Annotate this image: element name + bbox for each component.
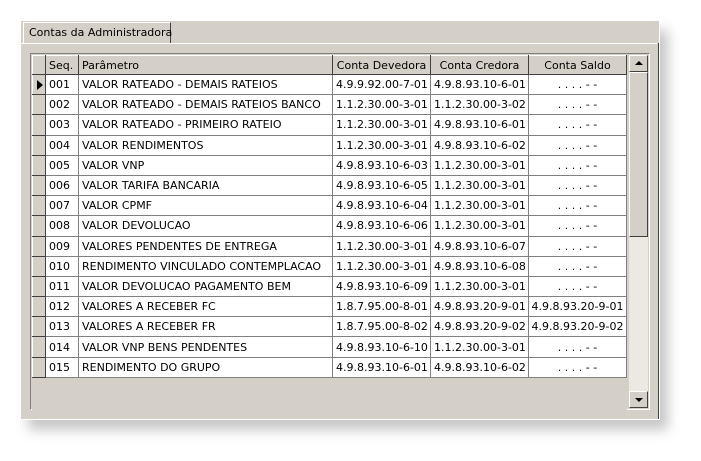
cell-seq[interactable]: 012 <box>46 297 79 317</box>
cell-parametro[interactable]: VALORES A RECEBER FC <box>79 297 333 317</box>
arrow-up-icon <box>635 61 643 65</box>
table-row[interactable] <box>33 175 627 195</box>
row-indicator[interactable] <box>33 196 46 216</box>
grid-panel <box>30 53 650 410</box>
cell-conta-devedora[interactable]: 4.9.8.93.10-6-05 <box>333 175 431 195</box>
header-row <box>33 56 627 75</box>
tab-border <box>21 43 657 44</box>
indicator-header <box>33 56 46 75</box>
cell-conta-devedora[interactable]: 1.1.2.30.00-3-01 <box>333 135 431 155</box>
header-conta-saldo[interactable]: Conta Saldo <box>529 56 627 75</box>
cell-parametro[interactable]: VALOR VNP <box>79 155 333 175</box>
cell-conta-saldo[interactable]: 4.9.8.93.20-9-02 <box>529 317 627 337</box>
cell-conta-saldo[interactable]: . . . . - - <box>529 115 627 135</box>
table-row[interactable] <box>33 236 627 256</box>
cell-conta-credora[interactable]: 4.9.8.93.10-6-07 <box>431 236 529 256</box>
cell-conta-devedora[interactable]: 1.1.2.30.00-3-01 <box>333 95 431 115</box>
cell-seq[interactable]: 013 <box>46 317 79 337</box>
cell-conta-saldo[interactable]: . . . . - - <box>529 196 627 216</box>
table-row[interactable] <box>33 75 627 95</box>
cell-conta-devedora[interactable]: 1.1.2.30.00-3-01 <box>333 236 431 256</box>
cell-conta-saldo[interactable]: . . . . - - <box>529 175 627 195</box>
cell-parametro[interactable]: VALORES PENDENTES DE ENTREGA <box>79 236 333 256</box>
cell-parametro[interactable]: VALOR VNP BENS PENDENTES <box>79 337 333 357</box>
dialog-window <box>20 20 660 420</box>
cell-seq[interactable]: 014 <box>46 337 79 357</box>
cell-parametro[interactable]: VALOR RATEADO - DEMAIS RATEIOS <box>79 75 333 95</box>
header-parametro[interactable]: Parâmetro <box>79 56 333 75</box>
scroll-down-button[interactable] <box>629 391 648 408</box>
cell-parametro[interactable]: VALORES A RECEBER FR <box>79 317 333 337</box>
cell-conta-saldo[interactable]: 4.9.8.93.20-9-01 <box>529 297 627 317</box>
row-indicator[interactable] <box>33 216 46 236</box>
table-row[interactable] <box>33 155 627 175</box>
row-indicator[interactable] <box>33 337 46 357</box>
table-row[interactable] <box>33 337 627 357</box>
row-indicator[interactable] <box>33 155 46 175</box>
cell-parametro[interactable]: VALOR RATEADO - PRIMEIRO RATEIO <box>79 115 333 135</box>
table-row[interactable] <box>33 276 627 296</box>
cell-conta-credora[interactable]: 1.1.2.30.00-3-01 <box>431 216 529 236</box>
cell-parametro[interactable]: VALOR DEVOLUCAO PAGAMENTO BEM <box>79 276 333 296</box>
cell-conta-devedora[interactable]: 4.9.8.93.10-6-06 <box>333 216 431 236</box>
cell-conta-credora[interactable]: 1.1.2.30.00-3-01 <box>431 276 529 296</box>
cell-conta-credora[interactable]: 4.9.8.93.20-9-01 <box>431 297 529 317</box>
cell-conta-devedora[interactable]: 4.9.8.93.10-6-03 <box>333 155 431 175</box>
cell-conta-credora[interactable]: 4.9.8.93.10-6-02 <box>431 135 529 155</box>
cell-conta-saldo[interactable]: . . . . - - <box>529 95 627 115</box>
current-row-arrow-icon <box>37 80 43 90</box>
accounts-table <box>32 55 627 378</box>
cell-seq[interactable]: 007 <box>46 196 79 216</box>
cell-conta-credora[interactable]: 1.1.2.30.00-3-01 <box>431 196 529 216</box>
scroll-up-button[interactable] <box>629 55 648 72</box>
scroll-thumb[interactable] <box>629 72 648 237</box>
cell-conta-credora[interactable]: 1.1.2.30.00-3-02 <box>431 95 529 115</box>
cell-conta-credora[interactable]: 1.1.2.30.00-3-01 <box>431 155 529 175</box>
cell-parametro[interactable]: VALOR RATEADO - DEMAIS RATEIOS BANCO <box>79 95 333 115</box>
table-row[interactable] <box>33 297 627 317</box>
cell-conta-saldo[interactable]: . . . . - - <box>529 155 627 175</box>
cell-seq[interactable]: 010 <box>46 256 79 276</box>
cell-conta-devedora[interactable]: 1.1.2.30.00-3-01 <box>333 256 431 276</box>
table-row[interactable] <box>33 256 627 276</box>
cell-seq[interactable]: 008 <box>46 216 79 236</box>
cell-seq[interactable]: 002 <box>46 95 79 115</box>
tab-border-right <box>658 43 659 419</box>
cell-seq[interactable]: 004 <box>46 135 79 155</box>
cell-conta-saldo[interactable]: . . . . - - <box>529 337 627 357</box>
row-indicator[interactable] <box>33 236 46 256</box>
row-indicator[interactable] <box>33 95 46 115</box>
row-indicator[interactable] <box>33 256 46 276</box>
cell-conta-devedora[interactable]: 4.9.8.93.10-6-10 <box>333 337 431 357</box>
cell-conta-credora[interactable]: 1.1.2.30.00-3-01 <box>431 337 529 357</box>
row-indicator[interactable] <box>33 357 46 377</box>
cell-conta-credora[interactable]: 4.9.8.93.20-9-02 <box>431 317 529 337</box>
accounts-grid <box>32 55 627 410</box>
cell-seq[interactable]: 011 <box>46 276 79 296</box>
cell-conta-saldo[interactable]: . . . . - - <box>529 357 627 377</box>
row-indicator[interactable] <box>33 175 46 195</box>
cell-conta-devedora[interactable]: 1.8.7.95.00-8-02 <box>333 317 431 337</box>
cell-conta-credora[interactable]: 4.9.8.93.10-6-02 <box>431 357 529 377</box>
cell-conta-saldo[interactable]: . . . . - - <box>529 216 627 236</box>
row-indicator[interactable] <box>33 75 46 95</box>
cell-seq[interactable]: 005 <box>46 155 79 175</box>
header-seq[interactable]: Seq. <box>46 56 79 75</box>
row-indicator[interactable] <box>33 135 46 155</box>
cell-parametro[interactable]: VALOR DEVOLUCAO <box>79 216 333 236</box>
cell-parametro[interactable]: VALOR CPMF <box>79 196 333 216</box>
tab-contas-administradora[interactable]: Contas da Administradora <box>23 22 171 43</box>
cell-seq[interactable]: 015 <box>46 357 79 377</box>
header-conta-credora[interactable]: Conta Credora <box>431 56 529 75</box>
cell-conta-saldo[interactable]: . . . . - - <box>529 236 627 256</box>
table-row[interactable] <box>33 317 627 337</box>
cell-parametro[interactable]: VALOR TARIFA BANCARIA <box>79 175 333 195</box>
cell-parametro[interactable]: VALOR RENDIMENTOS <box>79 135 333 155</box>
header-conta-devedora[interactable]: Conta Devedora <box>333 56 431 75</box>
cell-conta-saldo[interactable]: . . . . - - <box>529 75 627 95</box>
row-indicator[interactable] <box>33 317 46 337</box>
table-row[interactable] <box>33 135 627 155</box>
cell-parametro[interactable]: RENDIMENTO VINCULADO CONTEMPLACAO <box>79 256 333 276</box>
cell-conta-credora[interactable]: 4.9.8.93.10-6-08 <box>431 256 529 276</box>
row-indicator[interactable] <box>33 115 46 135</box>
cell-conta-saldo[interactable]: . . . . - - <box>529 256 627 276</box>
cell-conta-saldo[interactable]: . . . . - - <box>529 135 627 155</box>
cell-conta-devedora[interactable]: 1.8.7.95.00-8-01 <box>333 297 431 317</box>
cell-conta-devedora[interactable]: 4.9.9.92.00-7-01 <box>333 75 431 95</box>
cell-conta-devedora[interactable]: 4.9.8.93.10-6-09 <box>333 276 431 296</box>
row-indicator[interactable] <box>33 297 46 317</box>
cell-seq[interactable]: 003 <box>46 115 79 135</box>
table-row[interactable] <box>33 216 627 236</box>
cell-parametro[interactable]: RENDIMENTO DO GRUPO <box>79 357 333 377</box>
arrow-down-icon <box>635 398 643 402</box>
cell-seq[interactable]: 006 <box>46 175 79 195</box>
table-row[interactable] <box>33 95 627 115</box>
cell-conta-credora[interactable]: 1.1.2.30.00-3-01 <box>431 175 529 195</box>
vertical-scrollbar[interactable] <box>629 55 648 408</box>
grid-body <box>33 75 627 378</box>
cell-conta-devedora[interactable]: 4.9.8.93.10-6-01 <box>333 357 431 377</box>
table-row[interactable] <box>33 357 627 377</box>
table-row[interactable] <box>33 196 627 216</box>
row-indicator[interactable] <box>33 276 46 296</box>
cell-seq[interactable]: 001 <box>46 75 79 95</box>
cell-conta-saldo[interactable]: . . . . - - <box>529 276 627 296</box>
cell-seq[interactable]: 009 <box>46 236 79 256</box>
cell-conta-devedora[interactable]: 1.1.2.30.00-3-01 <box>333 115 431 135</box>
cell-conta-credora[interactable]: 4.9.8.93.10-6-01 <box>431 115 529 135</box>
cell-conta-credora[interactable]: 4.9.8.93.10-6-01 <box>431 75 529 95</box>
cell-conta-devedora[interactable]: 4.9.8.93.10-6-04 <box>333 196 431 216</box>
table-row[interactable] <box>33 115 627 135</box>
